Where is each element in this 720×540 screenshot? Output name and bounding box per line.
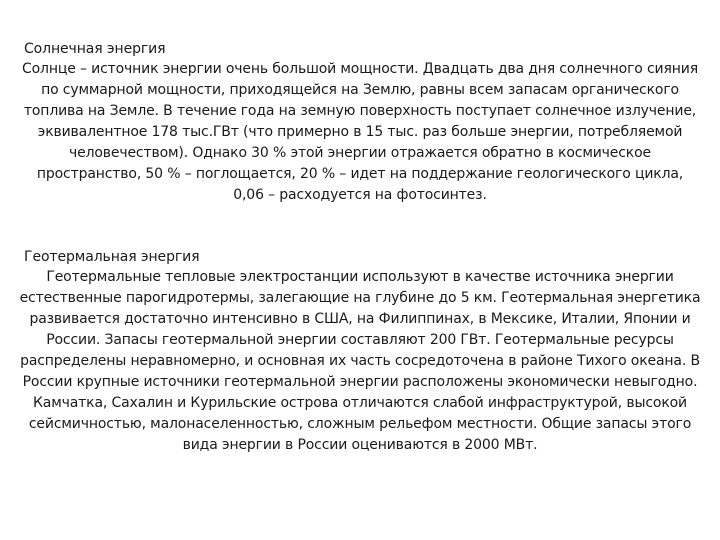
solar-energy-section xyxy=(0,39,720,206)
geothermal-energy-text: Геотермальные тепловые электростанции используют в качестве источника энергии естественные парогидротермы, залегающие на глубине до 5 км. Геотермальная энергетика развивается достаточно интенсивно в США, на Филиппинах, в Мексике, Италии, Японии и России. Запасы геотермальной энергии составляют 200 ГВт. Геотермальные ресурсы распределены неравномерно, и основная их часть сосредоточена в районе Тихого океана. В России крупные источники геотермальной энергии расположены экономически невыгодно. Камчатка, Сахалин и Курильские острова отличаются слабой инфраструктурой, высокой сейсмичностью, малонаселенностью, сложным рельефом местности. Общие запасы этого вида энергии в России оцениваются в 2000 МВт. xyxy=(19,269,701,453)
geothermal-energy-heading: Геотермальная энергия xyxy=(24,249,200,265)
solar-energy-heading: Солнечная энергия xyxy=(24,41,166,57)
solar-energy-text: Солнце – источник энергии очень большой мощности. Двадцать два дня солнечного сияния по суммарной мощности, приходящейся на Землю, равны всем запасам органического топлива на Земле. В течение года на земную поверхность поступает солнечное излучение, эквивалентное 178 тыс.ГВт (что примерно в 15 тыс. раз больше энергии, потребляемой человечеством). Однако 30 % этой энергии отражается обратно в космическое пространство, 50 % – поглощается, 20 % – идет на поддержание геологического цикла, 0,06 – расходуется на фотосинтез. xyxy=(22,61,698,203)
geothermal-energy-section xyxy=(0,247,720,456)
